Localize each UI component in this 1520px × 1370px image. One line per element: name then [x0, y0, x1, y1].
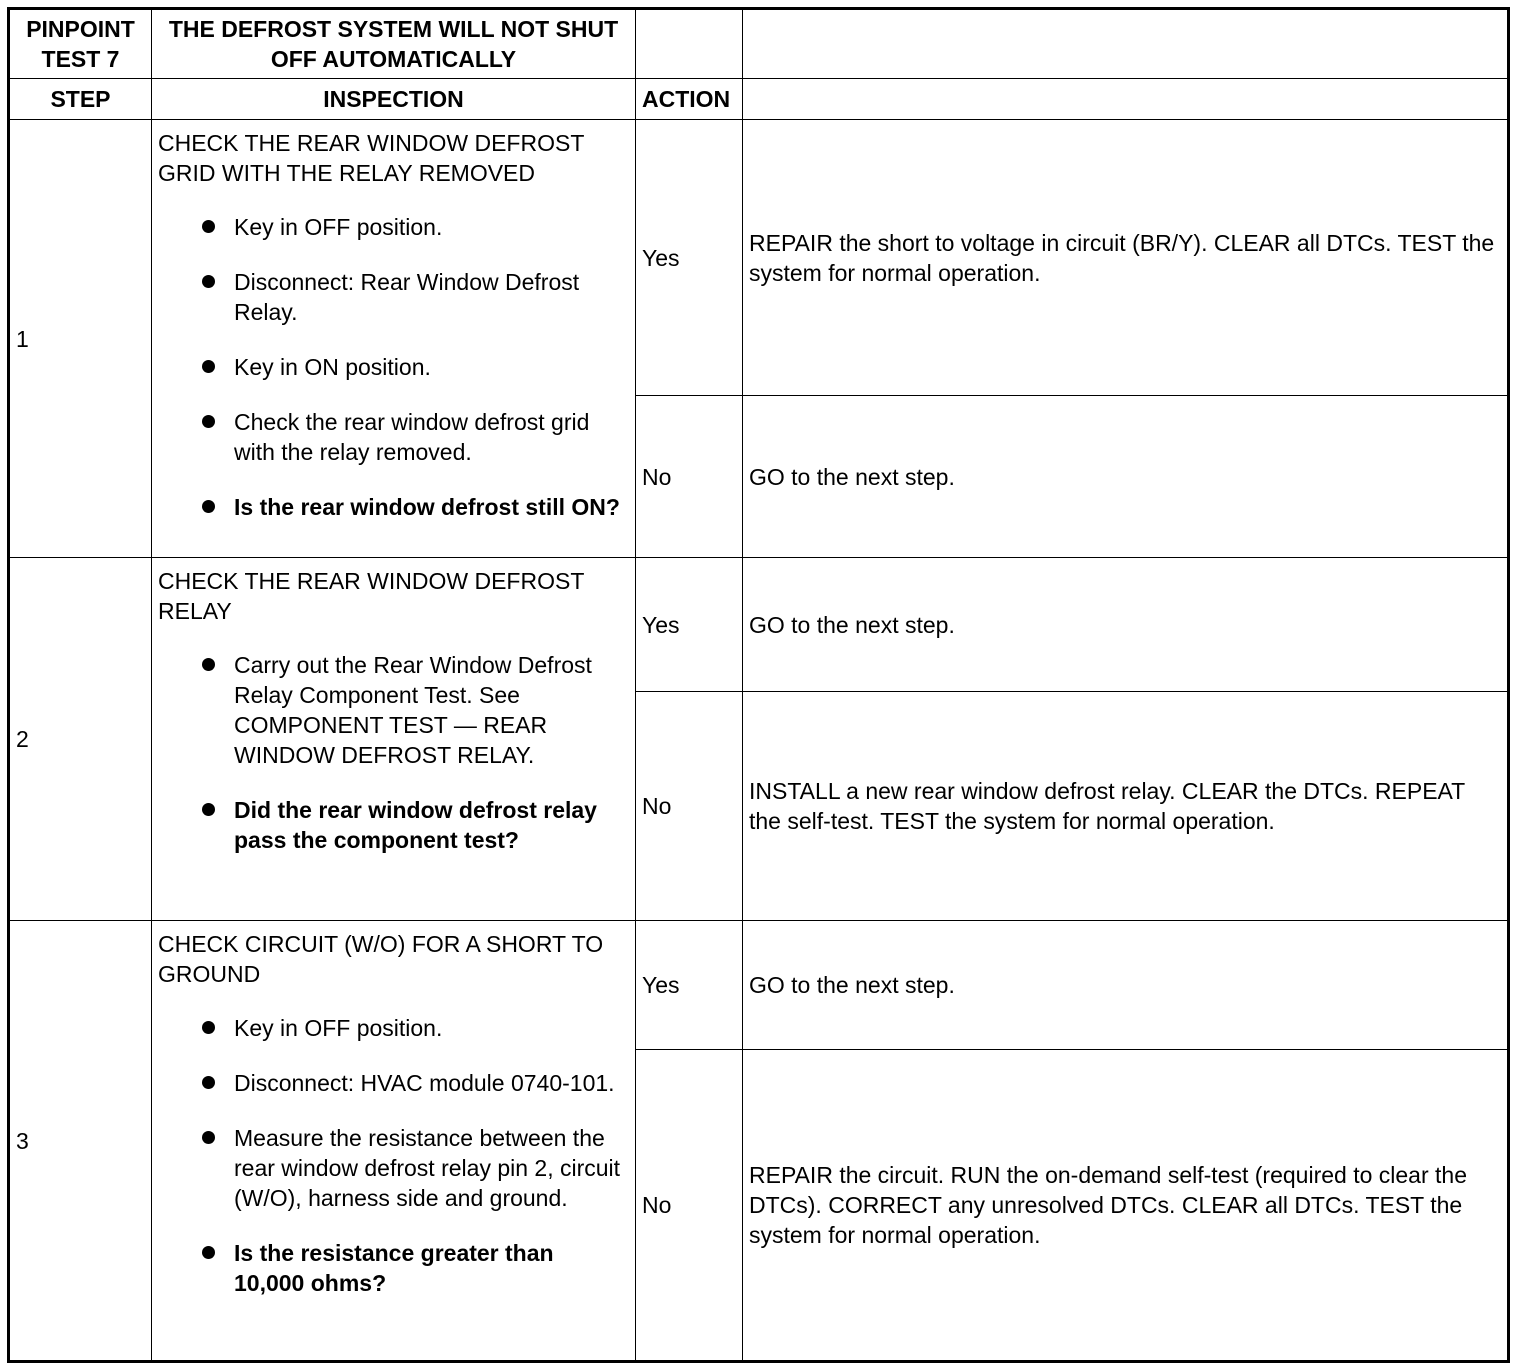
- bullet-text: Check the rear window defrost grid with the relay removed.: [234, 409, 590, 465]
- col-action-header: ACTION: [636, 79, 743, 120]
- bullet-icon: [202, 1246, 215, 1259]
- bullet-text: Key in OFF position.: [234, 214, 443, 240]
- step-row-2-yes: [9, 558, 1509, 692]
- answer-no: No: [636, 1050, 743, 1362]
- inspection-heading: CHECK THE REAR WINDOW DEFROST GRID WITH THE RELAY REMOVED: [158, 130, 584, 186]
- bullet-icon: [202, 803, 215, 816]
- bullet-text: Disconnect: HVAC module 0740-101.: [234, 1070, 615, 1096]
- inspection-heading: CHECK CIRCUIT (W/O) FOR A SHORT TO GROUND: [158, 931, 604, 987]
- step-row-1-yes: [9, 120, 1509, 396]
- inspection-bullets: [158, 212, 629, 522]
- bullet-question: [202, 795, 629, 855]
- bullet-icon: [202, 658, 215, 671]
- inspection-cell: [152, 558, 636, 921]
- empty-header-cell: [743, 79, 1509, 120]
- bullet-item: [202, 212, 629, 242]
- answer-yes: Yes: [636, 120, 743, 396]
- bullet-text: Key in ON position.: [234, 354, 431, 380]
- inspection-heading: CHECK THE REAR WINDOW DEFROST RELAY: [158, 568, 584, 624]
- step-row-3-yes: [9, 921, 1509, 1050]
- bullet-item: [202, 650, 629, 770]
- action-yes: REPAIR the short to voltage in circuit (BR/Y). CLEAR all DTCs. TEST the system for normal operation.: [743, 120, 1509, 396]
- action-no: GO to the next step.: [743, 396, 1509, 558]
- action-yes: GO to the next step.: [743, 558, 1509, 692]
- col-inspection-header: INSPECTION: [152, 79, 636, 120]
- question-text: Is the rear window defrost still ON?: [234, 494, 620, 520]
- answer-no: No: [636, 396, 743, 558]
- bullet-item: [202, 1013, 629, 1043]
- title-row: [9, 9, 1509, 79]
- answer-yes: Yes: [636, 921, 743, 1050]
- inspection-cell: [152, 120, 636, 558]
- bullet-item: [202, 1123, 629, 1213]
- test-id: PINPOINT TEST 7: [9, 9, 152, 79]
- bullet-icon: [202, 1076, 215, 1089]
- action-no: REPAIR the circuit. RUN the on-demand self-test (required to clear the DTCs). CORRECT any unresolved DTCs. CLEAR all DTCs. TEST the system for normal operation.: [743, 1050, 1509, 1362]
- empty-header-cell: [636, 9, 743, 79]
- bullet-text: Carry out the Rear Window Defrost Relay Component Test. See COMPONENT TEST — REAR WINDOW DEFROST RELAY.: [234, 652, 592, 768]
- bullet-question: [202, 1238, 629, 1298]
- step-number: 3: [9, 921, 152, 1362]
- answer-yes: Yes: [636, 558, 743, 692]
- inspection-bullets: [158, 1013, 629, 1298]
- question-text: Did the rear window defrost relay pass the component test?: [234, 797, 597, 853]
- bullet-item: [202, 352, 629, 382]
- inspection-bullets: [158, 650, 629, 855]
- bullet-item: [202, 1068, 629, 1098]
- bullet-item: [202, 407, 629, 467]
- bullet-item: [202, 267, 629, 327]
- empty-header-cell: [743, 9, 1509, 79]
- bullet-text: Measure the resistance between the rear window defrost relay pin 2, circuit (W/O), harness side and ground.: [234, 1125, 621, 1211]
- bullet-text: Key in OFF position.: [234, 1015, 443, 1041]
- bullet-icon: [202, 1021, 215, 1034]
- answer-no: No: [636, 692, 743, 921]
- col-step-header: STEP: [9, 79, 152, 120]
- bullet-icon: [202, 415, 215, 428]
- column-header-row: [9, 79, 1509, 120]
- question-text: Is the resistance greater than 10,000 ohms?: [234, 1240, 554, 1296]
- bullet-icon: [202, 360, 215, 373]
- inspection-cell: [152, 921, 636, 1362]
- bullet-question: [202, 492, 629, 522]
- test-title: THE DEFROST SYSTEM WILL NOT SHUT OFF AUTOMATICALLY: [152, 9, 636, 79]
- action-no: INSTALL a new rear window defrost relay. CLEAR the DTCs. REPEAT the self-test. TEST the system for normal operation.: [743, 692, 1509, 921]
- step-number: 1: [9, 120, 152, 558]
- pinpoint-test-table: [7, 7, 1510, 1363]
- bullet-text: Disconnect: Rear Window Defrost Relay.: [234, 269, 580, 325]
- bullet-icon: [202, 275, 215, 288]
- bullet-icon: [202, 500, 215, 513]
- step-number: 2: [9, 558, 152, 921]
- action-yes: GO to the next step.: [743, 921, 1509, 1050]
- bullet-icon: [202, 1131, 215, 1144]
- bullet-icon: [202, 220, 215, 233]
